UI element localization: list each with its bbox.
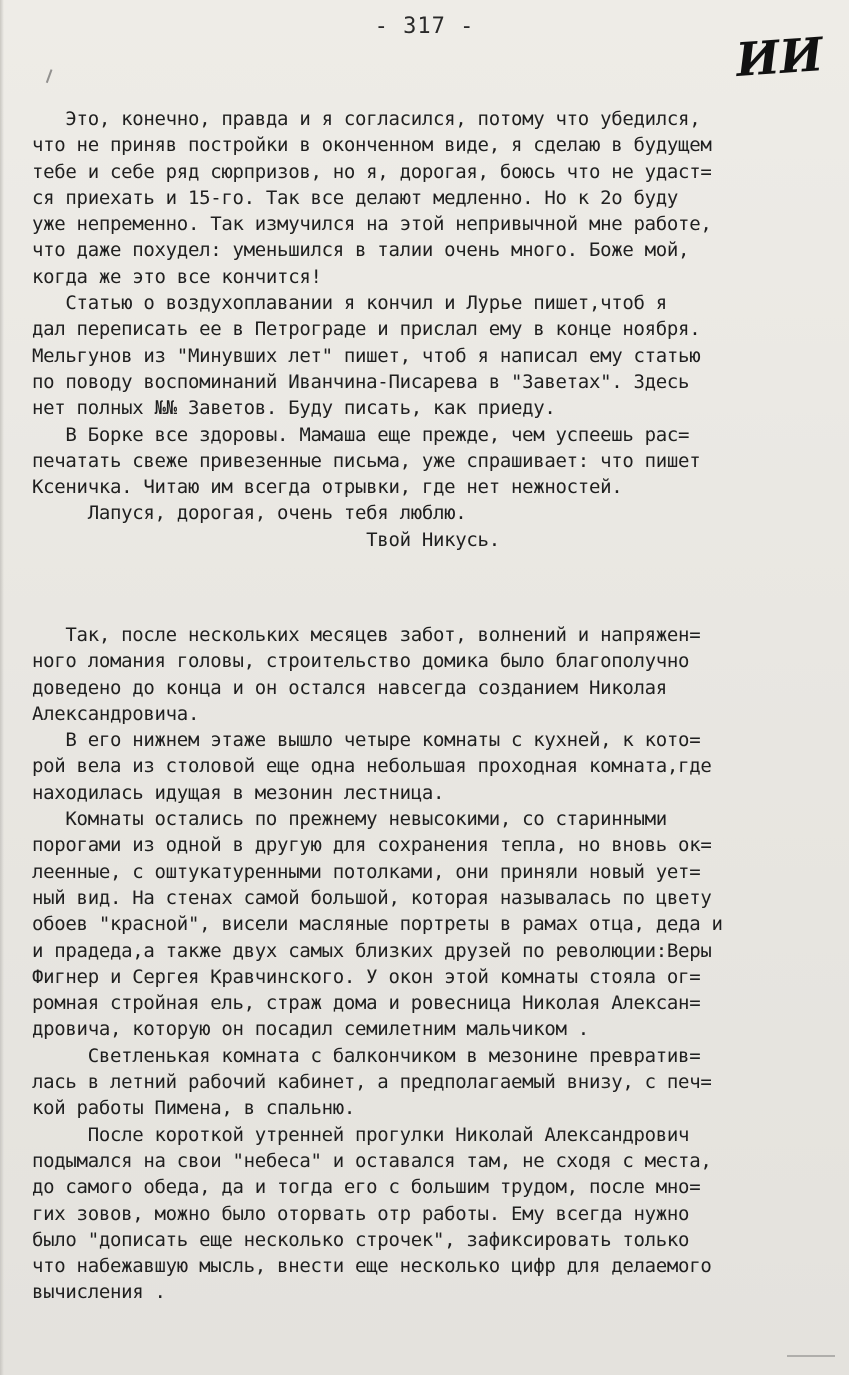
- text-line: Светленькая комната с балкончиком в мезонине превратив=: [32, 1044, 701, 1067]
- text-line: Статью о воздухоплавании я кончил и Лурье пишет,чтоб я: [32, 292, 667, 315]
- handwritten-mark: ИИ: [734, 27, 825, 87]
- text-line: нет полных №№ Заветов. Буду писать, как приеду.: [32, 397, 556, 420]
- text-line: ного ломания головы, строительство домика было благополучно: [32, 650, 690, 673]
- text-line: кой работы Пимена, в спальню.: [32, 1097, 356, 1120]
- text-line: ный вид. На стенах самой большой, которая называлась по цвету: [32, 886, 712, 909]
- text-line: обоев "красной", висели масляные портреты в рамах отца, деда и: [32, 913, 723, 936]
- text-line: Ксеничка. Читаю им всегда отрывки, где нет нежностей.: [32, 476, 623, 499]
- text-line: находилась идущая в мезонин лестница.: [32, 781, 445, 804]
- text-line: что набежавшую мысль, внести еще несколько цифр для делаемого: [32, 1255, 712, 1278]
- text-line: когда же это все кончится!: [32, 265, 322, 288]
- text-line: Александровича.: [32, 702, 200, 725]
- stray-pen-mark: [46, 69, 57, 85]
- text-line: доведено до конца и он остался навсегда созданием Николая: [32, 676, 667, 699]
- text-line: После короткой утренней прогулки Николай Александрович: [32, 1123, 690, 1146]
- text-line: В его нижнем этаже вышло четыре комнаты с кухней, к кото=: [32, 729, 701, 752]
- text-line: и прадеда,а также двух самых близких друзей по революции:Веры: [32, 939, 712, 962]
- text-line: печатать свеже привезенные письма, уже спрашивает: что пишет: [32, 449, 701, 472]
- text-line: рой вела из столовой еще одна небольшая проходная комната,где: [32, 755, 712, 778]
- text-line: леенные, с оштукатуренными потолками, они приняли новый ует=: [32, 860, 701, 883]
- text-line: тебе и себе ряд сюрпризов, но я, дорогая, боюсь что не удаст=: [32, 160, 712, 183]
- text-line: до самого обеда, да и тогда его с большим трудом, после мно=: [32, 1176, 701, 1199]
- text-line: В Борке все здоровы. Мамаша еще прежде, чем успеешь рас=: [32, 423, 690, 446]
- text-line: подымался на свои "небеса" и оставался там, не сходя с места,: [32, 1149, 712, 1172]
- text-line: Твой Никусь.: [32, 528, 500, 551]
- text-line: лась в летний рабочий кабинет, а предполагаемый внизу, с печ=: [32, 1071, 712, 1094]
- text-line: Комнаты остались по прежнему невысокими, со старинными: [32, 808, 667, 831]
- text-line: Мельгунов из "Минувших лет" пишет, чтоб я написал ему статью: [32, 344, 701, 367]
- text-line: по поводу воспоминаний Иванчина-Писарева в "Заветах". Здесь: [32, 370, 690, 393]
- text-line: Фигнер и Сергея Кравчинского. У окон этой комнаты стояла ог=: [32, 965, 701, 988]
- narrative-text-block: [32, 622, 840, 1306]
- text-line: вычисления .: [32, 1281, 166, 1304]
- text-line: дровича, которую он посадил семилетним мальчиком .: [32, 1018, 589, 1041]
- text-line: уже непременно. Так измучился на этой непривычной мне работе,: [32, 213, 712, 236]
- page-number: - 317 -: [374, 14, 475, 39]
- text-line: дал переписать ее в Петрограде и прислал ему в конце ноября.: [32, 318, 701, 341]
- text-line: что даже похудел: уменьшился в талии очень много. Боже мой,: [32, 239, 690, 262]
- text-line: было "дописать еще несколько строчек", зафиксировать только: [32, 1228, 690, 1251]
- bottom-rule: [787, 1355, 835, 1357]
- text-line: Это, конечно, правда и я согласился, потому что убедился,: [32, 108, 701, 130]
- text-line: гих зовов, можно было оторвать отр работы. Ему всегда нужно: [32, 1202, 690, 1225]
- text-line: порогами из одной в другую для сохранения тепла, но вновь ок=: [32, 834, 712, 857]
- text-line: Лапуся, дорогая, очень тебя люблю.: [32, 502, 467, 525]
- text-line: ся приехать и 15-го. Так все делают медленно. Но к 2о буду: [32, 186, 679, 209]
- text-line: что не приняв постройки в оконченном виде, я сделаю в будущем: [32, 134, 712, 157]
- page-edge-shadow: [0, 0, 4, 1375]
- text-line: ромная стройная ель, страж дома и ровесница Николая Алексан=: [32, 992, 701, 1015]
- text-line: Так, после нескольких месяцев забот, волнений и напряжен=: [32, 624, 701, 646]
- letter-text-block: [32, 106, 840, 553]
